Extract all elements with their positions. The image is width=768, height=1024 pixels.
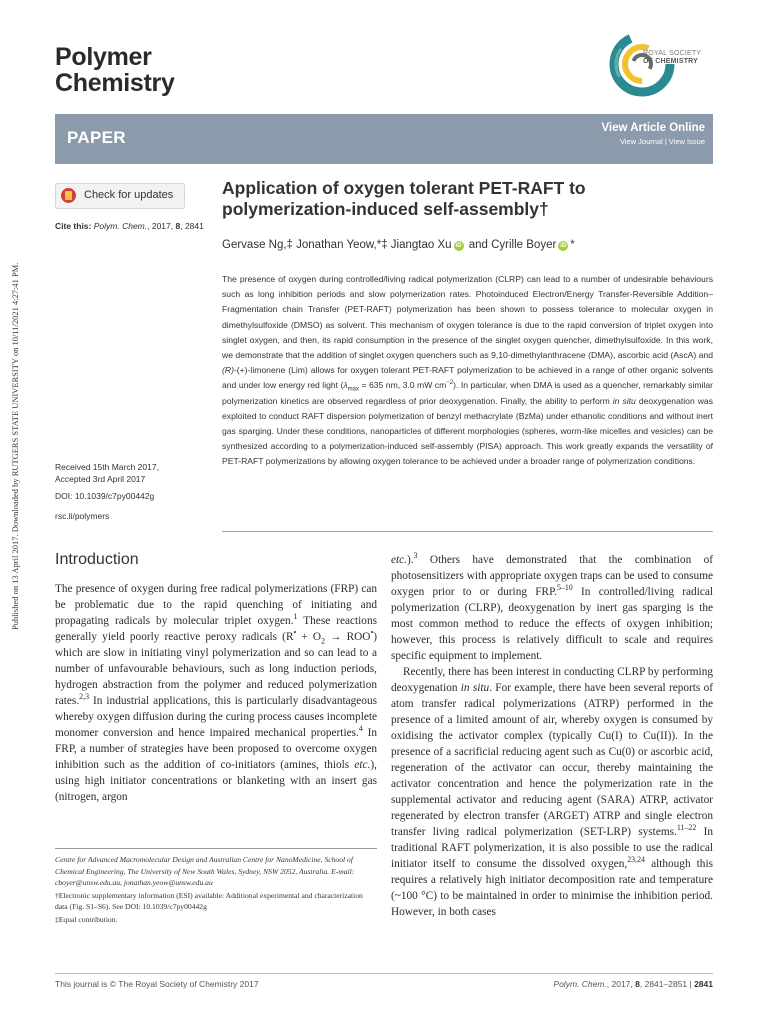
cite-label: Cite this: bbox=[55, 221, 92, 231]
view-online-block bbox=[601, 122, 705, 146]
body-text: In traditional RAFT polymerization, it is also possible to use the radical initiator itself to consume the dissolved oxygen, bbox=[391, 826, 713, 870]
citation-ref[interactable]: 4 bbox=[358, 724, 363, 734]
body-text: In industrial applications, this is particularly disadvantageous whereby oxygen diffusion during the curing process causes incomplete monomer conversion and hence impaired mechanical properties. bbox=[55, 695, 377, 739]
journal-title[interactable] bbox=[55, 44, 175, 96]
footer-citation bbox=[553, 979, 713, 989]
view-article-online-link[interactable]: View Article Online bbox=[601, 122, 705, 134]
subscript: 2 bbox=[321, 636, 326, 646]
abstract-text: = 635 nm, 3.0 mW cm bbox=[359, 380, 447, 391]
citation-ref[interactable]: 2,3 bbox=[79, 692, 90, 702]
cite-this bbox=[55, 221, 215, 232]
authors-part2: and Cyrille Boyer bbox=[465, 239, 557, 251]
radical-dot: • bbox=[370, 628, 374, 638]
footer-divider bbox=[55, 973, 713, 974]
affiliation-footnote: Centre for Advanced Macromolecular Design and Australian Centre for NanoMedicine, School of Chemical Engineering, The University of New South Wales, Sydney, NSW 2052, Australia. E-mail: cboyer@unsw.edu.au, jonathan.yeow@unsw.edu.au bbox=[55, 855, 355, 887]
cite-year: , 2017, bbox=[147, 221, 176, 231]
body-text: )). In the presence of a sacrificial reducing agent such as Cu(0) or ascorbic acid, regeneration of the activator can occur, thereby maintaining the activator concentration and hence the polymerization rate in the supplemental activator and reducing agent (SARA) ATRP, activator regenerated by electron transfer (ARGET) ATRP and single electron transfer living radical polymerization (SET-LRP) systems. bbox=[391, 730, 713, 838]
rsc-logo-line2: OF CHEMISTRY bbox=[643, 58, 699, 65]
check-for-updates-button[interactable] bbox=[55, 183, 185, 209]
body-text: ), using high initiator concentrations or blanketing with an insert gas (nitrogen, argon bbox=[55, 759, 377, 803]
article-title-line1: Application of oxygen tolerant PET-RAFT to bbox=[222, 178, 586, 198]
body-text: Recently, there has been interest in conducting CLRP by performing deoxygenation bbox=[391, 666, 713, 694]
doi[interactable]: DOI: 10.1039/c7py00442g bbox=[55, 491, 155, 501]
paragraph bbox=[391, 664, 713, 920]
journal-title-line2: Chemistry bbox=[55, 69, 175, 97]
body-text: In FRP, a number of strategies have been proposed to overcome oxygen inhibition such as the addition of co-initiators (amines, thiols bbox=[55, 727, 377, 771]
esi-footnote: †Electronic supplementary information (ESI) available: Additional experimental and characterization data (Fig. S1–S6). See DOI: 10.1039/c7py00442g bbox=[55, 890, 363, 911]
abstract-text: -(+)-limonene (Lim) allows for oxygen tolerant PET-RAFT polymerization to be achieved in a range of other organic solvents and under low energy red light ( bbox=[222, 365, 713, 391]
paragraph bbox=[391, 552, 713, 664]
footer-copyright: This journal is © The Royal Society of Chemistry 2017 bbox=[55, 979, 259, 989]
body-text: In controlled/living radical polymerization (CLRP), deoxygenation by inert gas sparging is the most common method to reduce the effects of oxygen inhibition; however, this process is relatively difficult to scale and requires specific equipment to implement. bbox=[391, 586, 713, 662]
section-label: PAPER bbox=[67, 128, 126, 147]
author-list bbox=[222, 239, 575, 251]
download-stamp bbox=[4, 160, 18, 630]
footer-volume: 8 bbox=[635, 979, 640, 989]
citation-ref[interactable]: 23,24 bbox=[627, 855, 646, 865]
body-text: . For example, there have been several reports of atom transfer radical polymerizations (ATRP) performed in the presence of a limited amount of air, whereby oxygen is consumed by oxidising the activator complex (typically Cu( bbox=[391, 682, 713, 742]
citation-ref[interactable]: 11–22 bbox=[676, 823, 697, 833]
body-text: in situ bbox=[460, 682, 490, 694]
body-text: Others have demonstrated that the combination of photosensitizers with appropriate oxygen traps can be used to consume oxygen prior to or during FRP. bbox=[391, 554, 713, 598]
journal-title-line1: Polymer bbox=[55, 43, 152, 71]
body-column-left bbox=[55, 581, 377, 805]
rsc-logo-text bbox=[643, 50, 701, 66]
citation-ref[interactable]: 5–10 bbox=[556, 583, 573, 593]
body-text: although this requires a relatively high initiator decomposition rate and temperature (~100 °C) to be maintained in order to minimise the inhibition period. However, in both cases bbox=[391, 858, 713, 918]
body-text: + O bbox=[296, 631, 322, 643]
check-for-updates-label: Check for updates bbox=[84, 189, 174, 201]
abstract-text: in situ bbox=[612, 395, 636, 406]
body-text: ). bbox=[407, 554, 414, 566]
radical-dot: • bbox=[293, 628, 297, 638]
abstract-text: max bbox=[347, 387, 360, 394]
rsc-logo-line1: ROYAL SOCIETY bbox=[643, 50, 702, 57]
citation-ref[interactable]: 1 bbox=[293, 612, 298, 622]
cite-pages: , 2841 bbox=[180, 221, 204, 231]
footnote-divider bbox=[55, 848, 377, 849]
article-title bbox=[222, 178, 702, 220]
body-text: etc. bbox=[354, 759, 371, 771]
body-text: ) to Cu( bbox=[618, 730, 661, 742]
received-date: Received 15th March 2017, bbox=[55, 462, 159, 472]
authors-part1: Gervase Ng,‡ Jonathan Yeow,*‡ Jiangtao Xu bbox=[222, 239, 452, 251]
body-text: I bbox=[615, 730, 619, 742]
abstract bbox=[222, 272, 713, 470]
abstract-text: (R) bbox=[222, 365, 234, 376]
abstract-text: The presence of oxygen during controlled/living radical polymerization (CLRP) can lead to a number of undesirable behaviours such as long inhibition periods and slow polymerization rates. Photoinduced Electron/Energy Transfer-Reversible Addition–Fragmentation chain Transfer (PET-RAFT) polymerization has been shown to possess tolerance to molecular oxygen in dimethylsulfoxide (DMSO) as solvent. This mechanism of oxygen tolerance is due to the rapid conversion of triplet oxygen into singlet oxygen, and then, its rapid consumption in the presence of the singlet oxygen quencher, dimethylsulfoxide. In this work, we demonstrate that the addition of singlet oxygen quenchers such as 9,10-dimethylanthracene (DMA), ascorbic acid (AscA) and bbox=[222, 274, 713, 361]
section-heading-introduction: Introduction bbox=[55, 551, 139, 568]
abstract-text: ). In particular, when DMA is used as a quencher, remarkably similar polymerization kinetics are observed regardless of prior deoxygenation. Finally, the ability to perform bbox=[222, 380, 713, 406]
cite-journal: Polym. Chem. bbox=[93, 221, 148, 231]
accepted-date: Accepted 3rd April 2017 bbox=[55, 474, 146, 484]
abstract-text: deoxygenation was exploited to conduct RAFT dispersion polymerization of benzyl methacrylate (BzMa) under ethanolic conditions and without inert gas sparging. Under these conditions, nanoparticles of different morphologies (spheres, worm-like micelles and vesicles) can be synthesized according to a polymerization-induced self-assembly (PISA) approach. This work greatly expands the versatility of PET-RAFT polymerizations by allowing oxygen tolerance to be achieved under a broader range of polymerization conditions. bbox=[222, 395, 713, 467]
crossmark-icon bbox=[61, 188, 76, 203]
body-column-right bbox=[391, 552, 713, 920]
rsc-link[interactable]: rsc.li/polymers bbox=[55, 511, 110, 521]
body-text: etc. bbox=[391, 554, 407, 566]
view-journal-issue-links[interactable]: View Journal | View Issue bbox=[619, 137, 705, 146]
authors-part3: * bbox=[570, 239, 575, 251]
body-text: The presence of oxygen during free radical polymerizations (FRP) can be problematic due to the rapid quenching of initiating and propagating radicals by molecular triplet oxygen. bbox=[55, 583, 377, 627]
footer-year: , 2017, bbox=[606, 979, 636, 989]
abstract-text: λ bbox=[343, 380, 348, 391]
page-number: 2841 bbox=[694, 979, 713, 989]
body-text: These reactions generally yield poorly reactive peroxy radicals (R bbox=[55, 615, 377, 643]
abstract-divider bbox=[222, 531, 713, 532]
abstract-text: −2 bbox=[446, 380, 454, 387]
body-text: ) which are slow in initiating vinyl polymerization and so can lead to a number of unfavourable behaviours, such as long induction periods, hydrogen abstraction from the polymer and reduced polymerization rates. bbox=[55, 631, 378, 707]
footer-pages: , 2841–2851 | bbox=[639, 979, 695, 989]
orcid-icon[interactable]: iD bbox=[455, 243, 462, 249]
paragraph bbox=[55, 581, 377, 805]
citation-ref[interactable]: 3 bbox=[413, 551, 418, 561]
download-stamp-text: Published on 13 April 2017. Downloaded by RUTGERS STATE UNIVERSITY on 10/11/2021 4:27:41 PM. bbox=[11, 262, 20, 630]
orcid-icon[interactable]: iD bbox=[560, 243, 567, 249]
cite-volume: 8 bbox=[175, 221, 181, 231]
body-text: → ROO bbox=[325, 631, 371, 643]
body-text: II bbox=[660, 730, 668, 742]
article-title-line2: polymerization-induced self-assembly† bbox=[222, 199, 549, 219]
equal-contribution-footnote: ‡Equal contribution. bbox=[55, 914, 118, 924]
footer-journal: Polym. Chem. bbox=[553, 979, 607, 989]
footnotes bbox=[55, 854, 377, 926]
